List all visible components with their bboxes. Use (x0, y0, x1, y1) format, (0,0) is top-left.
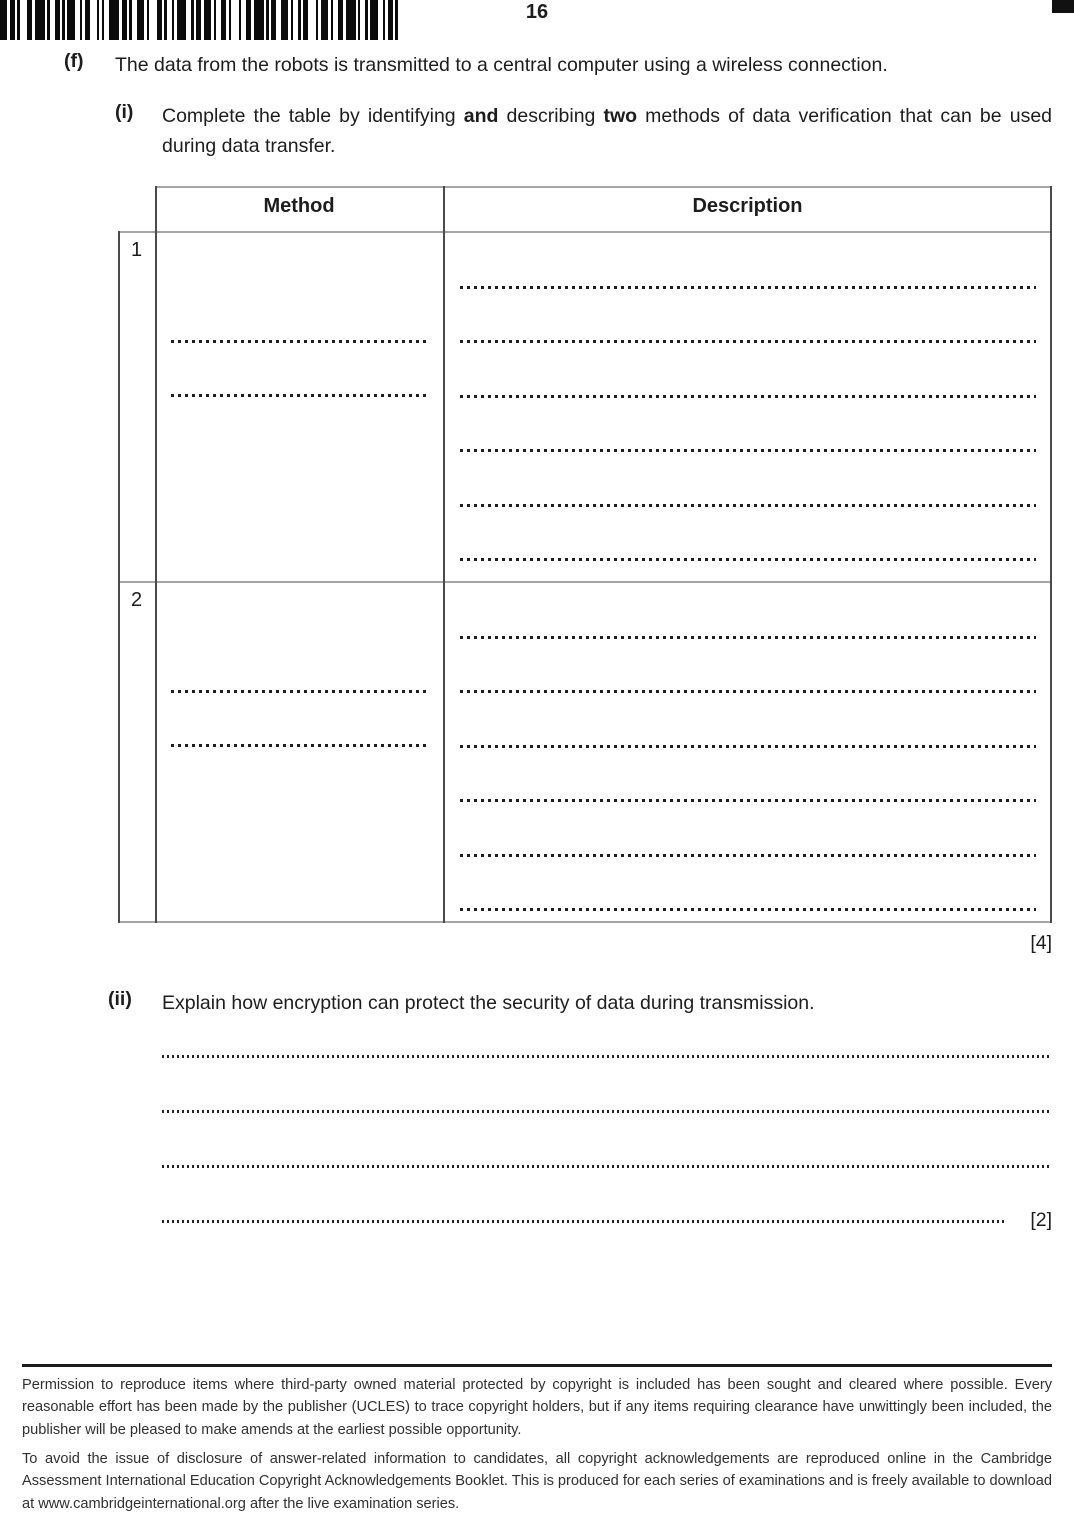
table-border-header-bottom (118, 231, 1052, 233)
table-border-row-divider (118, 581, 1052, 583)
table-border-left (118, 231, 120, 923)
question-ii-answer-line (162, 1055, 1052, 1058)
question-ii-answer-line (162, 1220, 1007, 1223)
row-1-description-answer-line (460, 504, 1036, 507)
row-2-method-answer-line (171, 690, 428, 693)
table-header-description: Description (692, 195, 803, 217)
question-i-marks: [4] (1030, 932, 1052, 954)
table-border-column-divider (443, 186, 445, 923)
question-i-text-pre: Complete the table by identifying (162, 105, 464, 127)
table-border-number-divider (155, 186, 157, 923)
question-ii-marks: [2] (1030, 1209, 1052, 1231)
table-row-2-number: 2 (130, 589, 143, 611)
question-i-text-post: methods of data verification that can be used during data transfer. (162, 105, 1053, 157)
row-2-description-answer-line (460, 690, 1036, 693)
question-i-text-mid: describing (498, 105, 604, 127)
question-ii-answer-line (162, 1110, 1052, 1113)
page-number: 16 (525, 1, 549, 23)
table-border-bottom (118, 921, 1052, 923)
footer-rule (22, 1364, 1052, 1367)
row-2-description-answer-line (460, 854, 1036, 857)
question-i-text (162, 101, 1052, 161)
row-1-description-answer-line (460, 449, 1036, 452)
footer-acknowledgements-paragraph: To avoid the issue of disclosure of answer-related information to candidates, all copyright acknowledgements are reproduced online in the Cambridge Assessment International Education Copyright Acknowledgements Booklet. This is produced for each series of examinations and is freely available to download at www.cambridgeinternational.org after the live examination series. (22, 1451, 1052, 1512)
table-row-1-number: 1 (130, 239, 143, 261)
table-border-right (1050, 186, 1052, 923)
row-2-description-answer-line (460, 908, 1036, 911)
row-1-method-answer-line (171, 394, 428, 397)
table-border-top (155, 186, 1052, 188)
row-2-description-answer-line (460, 745, 1036, 748)
row-1-description-answer-line (460, 340, 1036, 343)
row-2-description-answer-line (460, 636, 1036, 639)
row-1-description-answer-line (460, 395, 1036, 398)
row-1-description-answer-line (460, 558, 1036, 561)
question-ii-text: Explain how encryption can protect the security of data during transmission. (162, 992, 815, 1014)
question-i-bold-and: and (463, 105, 499, 127)
row-1-description-answer-line (460, 286, 1036, 289)
question-ii-answer-line (162, 1165, 1052, 1168)
question-ii-label: (ii) (108, 988, 132, 1010)
question-f-label: (f) (64, 50, 84, 72)
question-i-label: (i) (115, 101, 134, 123)
table-header-method: Method (263, 195, 335, 217)
question-f-text: The data from the robots is transmitted to a central computer using a wireless connection. (115, 54, 888, 76)
row-1-method-answer-line (171, 340, 428, 343)
row-2-method-answer-line (171, 744, 428, 747)
verification-table (118, 186, 1052, 923)
question-i-bold-two: two (603, 105, 638, 127)
footer-copyright-paragraph: Permission to reproduce items where third-party owned material protected by copyright is included has been sought and cleared where possible. Every reasonable effort has been made by the publisher (UCLES) to trace copyright holders, but if any items requiring clearance have unwittingly been included, the publisher will be pleased to make amends at the earliest possible opportunity. (22, 1377, 1052, 1438)
row-2-description-answer-line (460, 799, 1036, 802)
corner-registration-mark (1052, 0, 1074, 13)
